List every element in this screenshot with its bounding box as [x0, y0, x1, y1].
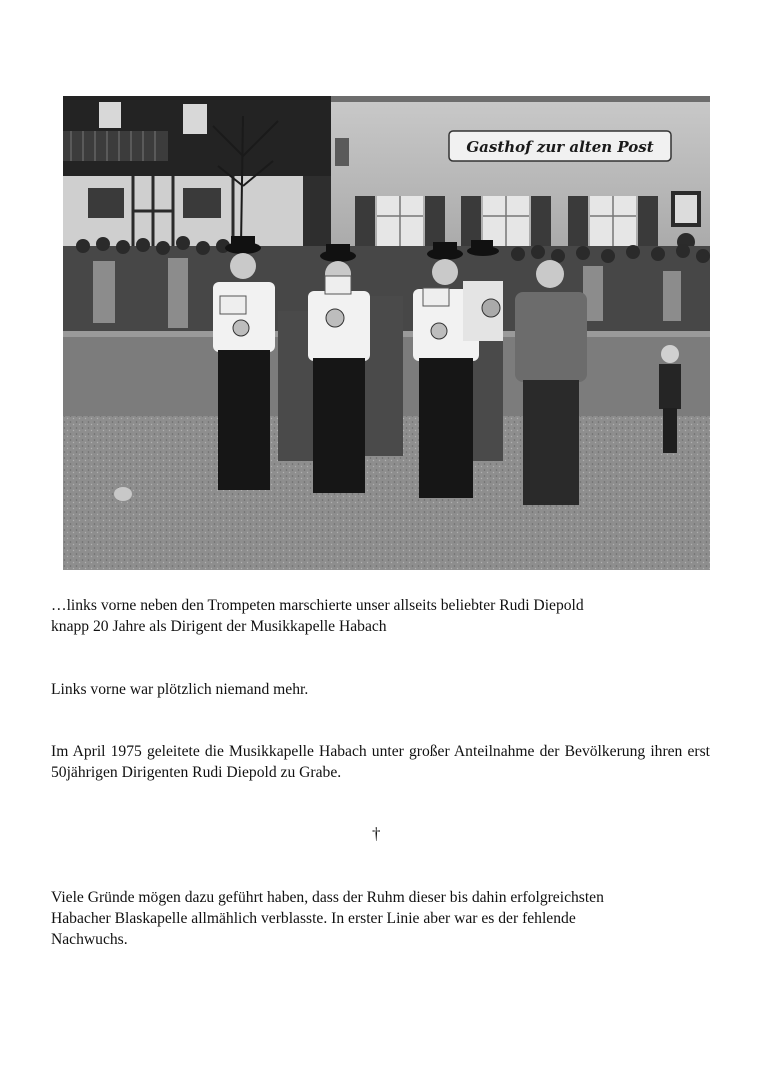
- photo-caption: [51, 595, 710, 637]
- caption-line-2: knapp 20 Jahre als Dirigent der Musikkapelle Habach: [51, 618, 387, 635]
- conductor-figure: [515, 292, 587, 382]
- paragraph-4-line-3: Nachwuchs.: [51, 931, 128, 948]
- paragraph-3-line-2: Bevölkerung ihren erst 50jährigen Dirigenten Rudi Diepold zu Grabe.: [51, 743, 710, 781]
- paragraph-decline: [51, 887, 710, 950]
- paragraph-3-line-1: Im April 1975 geleitete die Musikkapelle Habach unter großer Anteilnahme der: [51, 743, 560, 760]
- paragraph-funeral: [51, 741, 710, 783]
- paragraph-2-line: Links vorne war plötzlich niemand mehr.: [51, 681, 309, 698]
- cross-symbol: †: [372, 824, 381, 843]
- paragraph-4-line-2: Habacher Blaskapelle allmählich verblasste. In erster Linie aber war es der fehlende: [51, 910, 576, 927]
- photo-illustration: [63, 96, 710, 570]
- balcony: [63, 131, 168, 161]
- gasthof-windows: [355, 196, 658, 248]
- gasthof-sign-text: Gasthof zur alten Post: [466, 138, 654, 156]
- paragraph-4-line-1: Viele Gründe mögen dazu geführt haben, dass der Ruhm dieser bis dahin erfolgreichsten: [51, 889, 604, 906]
- historic-photo: [63, 96, 710, 570]
- paragraph-nobody-left: [51, 679, 710, 700]
- caption-line-1: …links vorne neben den Trompeten marschierte unser allseits beliebter Rudi Diepold: [51, 597, 584, 614]
